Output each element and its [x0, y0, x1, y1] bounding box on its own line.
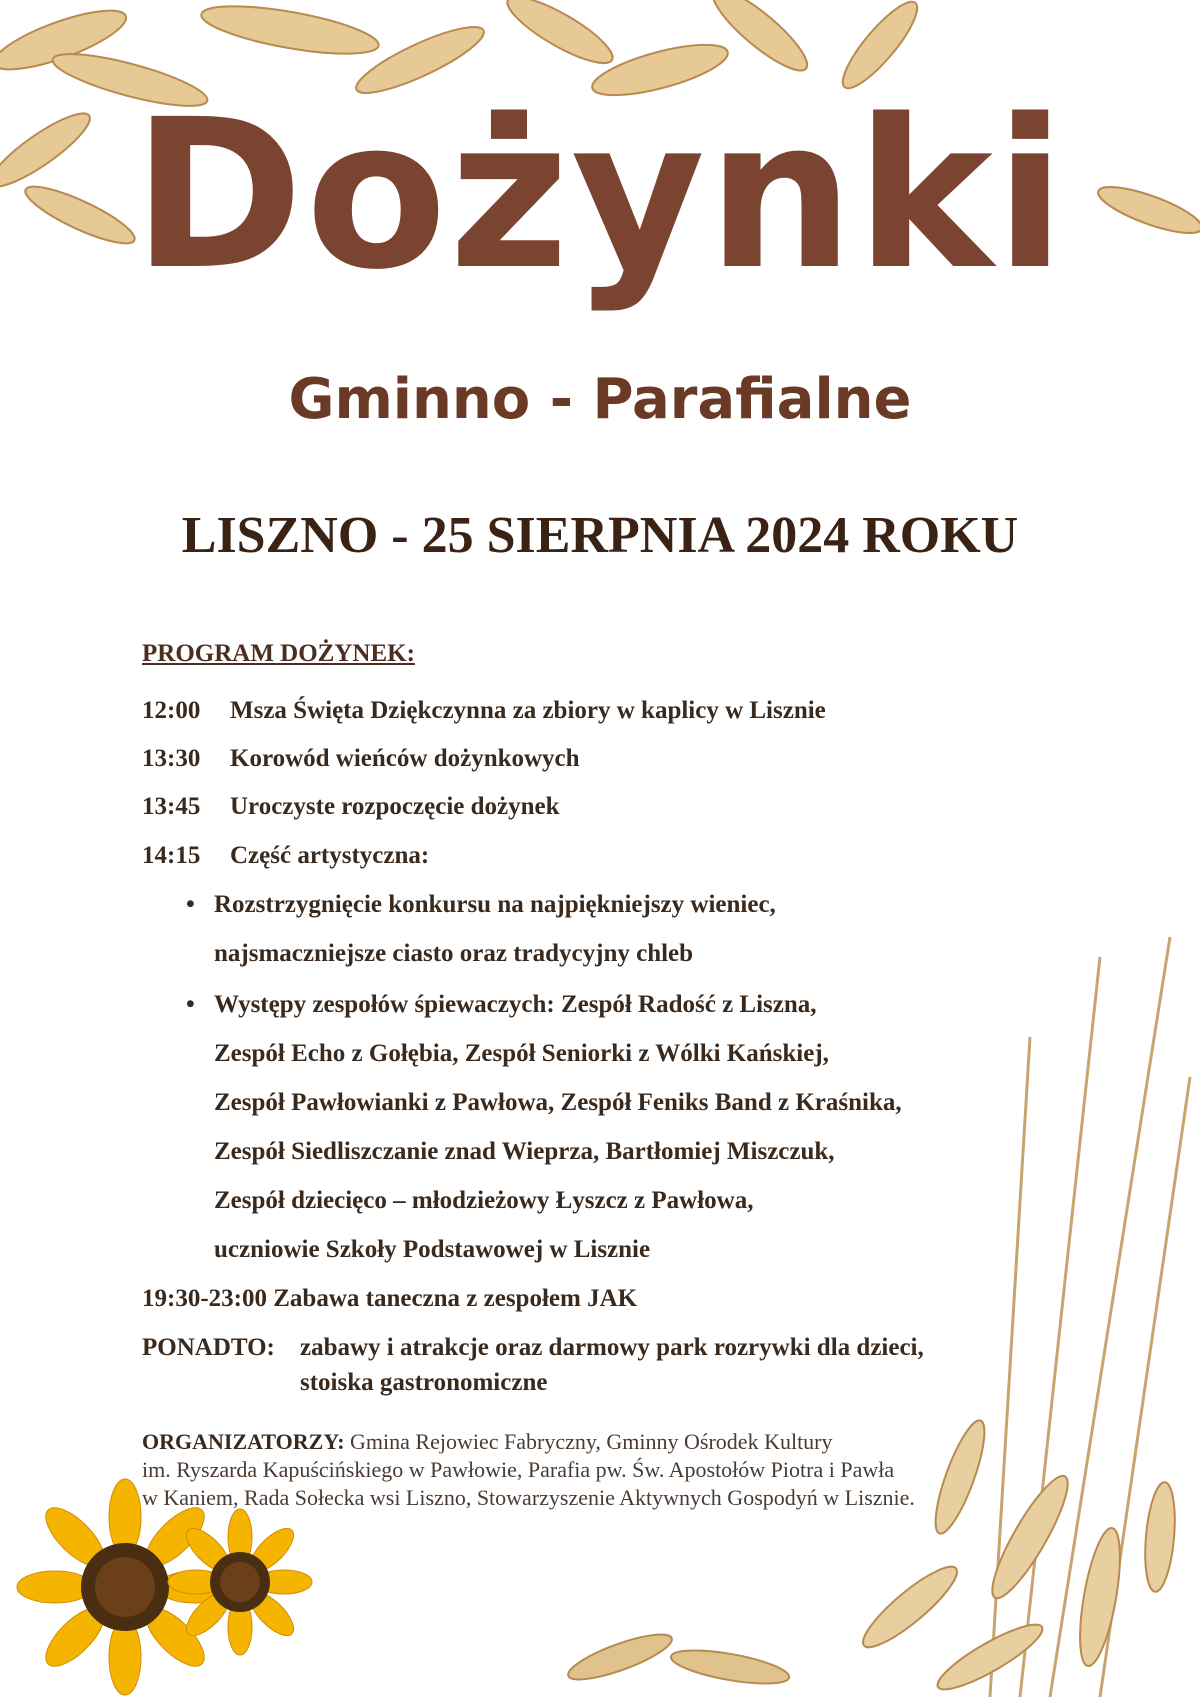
organizers-line: im. Ryszarda Kapuścińskiego w Pawłowie, Parafia pw. Św. Apostołów Piotra i Pawła [142, 1457, 895, 1482]
program-heading-text: PROGRAM DOŻYNEK [142, 640, 407, 667]
program-item [142, 793, 560, 821]
program-item [142, 842, 429, 870]
program-item-text: Zabawa taneczna z zespołem JAK [273, 1285, 638, 1312]
bullet-continuation: uczniowie Szkoły Podstawowej w Lisznie [214, 1236, 651, 1263]
bullet-icon: • [186, 891, 195, 918]
extra-attractions [142, 1334, 924, 1362]
organizers-block [142, 1428, 1022, 1512]
bullet-item-contest [188, 891, 776, 919]
program-item-time: 14:15 [142, 842, 201, 869]
program-item-evening [142, 1285, 637, 1313]
bullet-continuation: najsmaczniejsze ciasto oraz tradycyjny chleb [214, 940, 694, 967]
program-item-text: Część artystyczna: [230, 842, 430, 869]
program-item-time: 13:30 [142, 745, 201, 772]
extra-line: zabawy i atrakcje oraz darmowy park rozrywki dla dzieci, [300, 1334, 924, 1361]
extra-label: PONADTO: [142, 1334, 275, 1361]
event-date: LISZNO - 25 SIERPNIA 2024 ROKU [181, 507, 1019, 564]
bullet-continuation: Zespół Siedliszczanie znad Wieprza, Bartłomiej Miszczuk, [214, 1138, 835, 1165]
program-item-time: 19:30-23:00 [142, 1285, 267, 1312]
program-item-text: Msza Święta Dziękczynna za zbiory w kaplicy w Lisznie [230, 697, 826, 724]
bullet-text: Rozstrzygnięcie konkursu na najpiękniejszy wieniec, [214, 891, 776, 918]
organizers-label: ORGANIZATORZY: [142, 1429, 345, 1454]
program-heading [142, 640, 415, 668]
organizers-line [142, 1428, 1022, 1456]
bullet-continuation: Zespół Pawłowianki z Pawłowa, Zespół Feniks Band z Kraśnika, [214, 1089, 902, 1116]
program-item-time: 13:45 [142, 793, 201, 820]
program-heading-colon: : [406, 640, 415, 667]
program-item [142, 697, 826, 725]
program-item-text: Korowód wieńców dożynkowych [230, 745, 580, 772]
program-item-time: 12:00 [142, 697, 201, 724]
program-item-text: Uroczyste rozpoczęcie dożynek [230, 793, 560, 820]
bullet-continuation: Zespół Echo z Gołębia, Zespół Seniorki z Wólki Kańskiej, [214, 1040, 829, 1067]
extra-line-2: stoiska gastronomiczne [300, 1369, 548, 1396]
bullet-continuation: Zespół dziecięco – młodzieżowy Łyszcz z Pawłowa, [214, 1187, 754, 1214]
bullet-icon: • [186, 991, 195, 1018]
wheat-bottom-left-icon [560, 1597, 840, 1697]
bullet-text: Występy zespołów śpiewaczych: Zespół Radość z Liszna, [214, 991, 817, 1018]
bullet-item-performances [188, 991, 817, 1019]
wheat-bottom-right-icon [840, 917, 1200, 1697]
organizers-text: Gmina Rejowiec Fabryczny, Gminny Ośrodek Kultury [350, 1429, 833, 1454]
organizers-line: w Kaniem, Rada Sołecka wsi Liszno, Stowarzyszenie Aktywnych Gospodyń w Lisznie. [142, 1485, 915, 1510]
page-title: Dożynki [132, 75, 1068, 315]
sunflower-icon [30, 1497, 290, 1697]
page-subtitle: Gminno - Parafialne [288, 367, 912, 432]
program-item [142, 745, 580, 773]
